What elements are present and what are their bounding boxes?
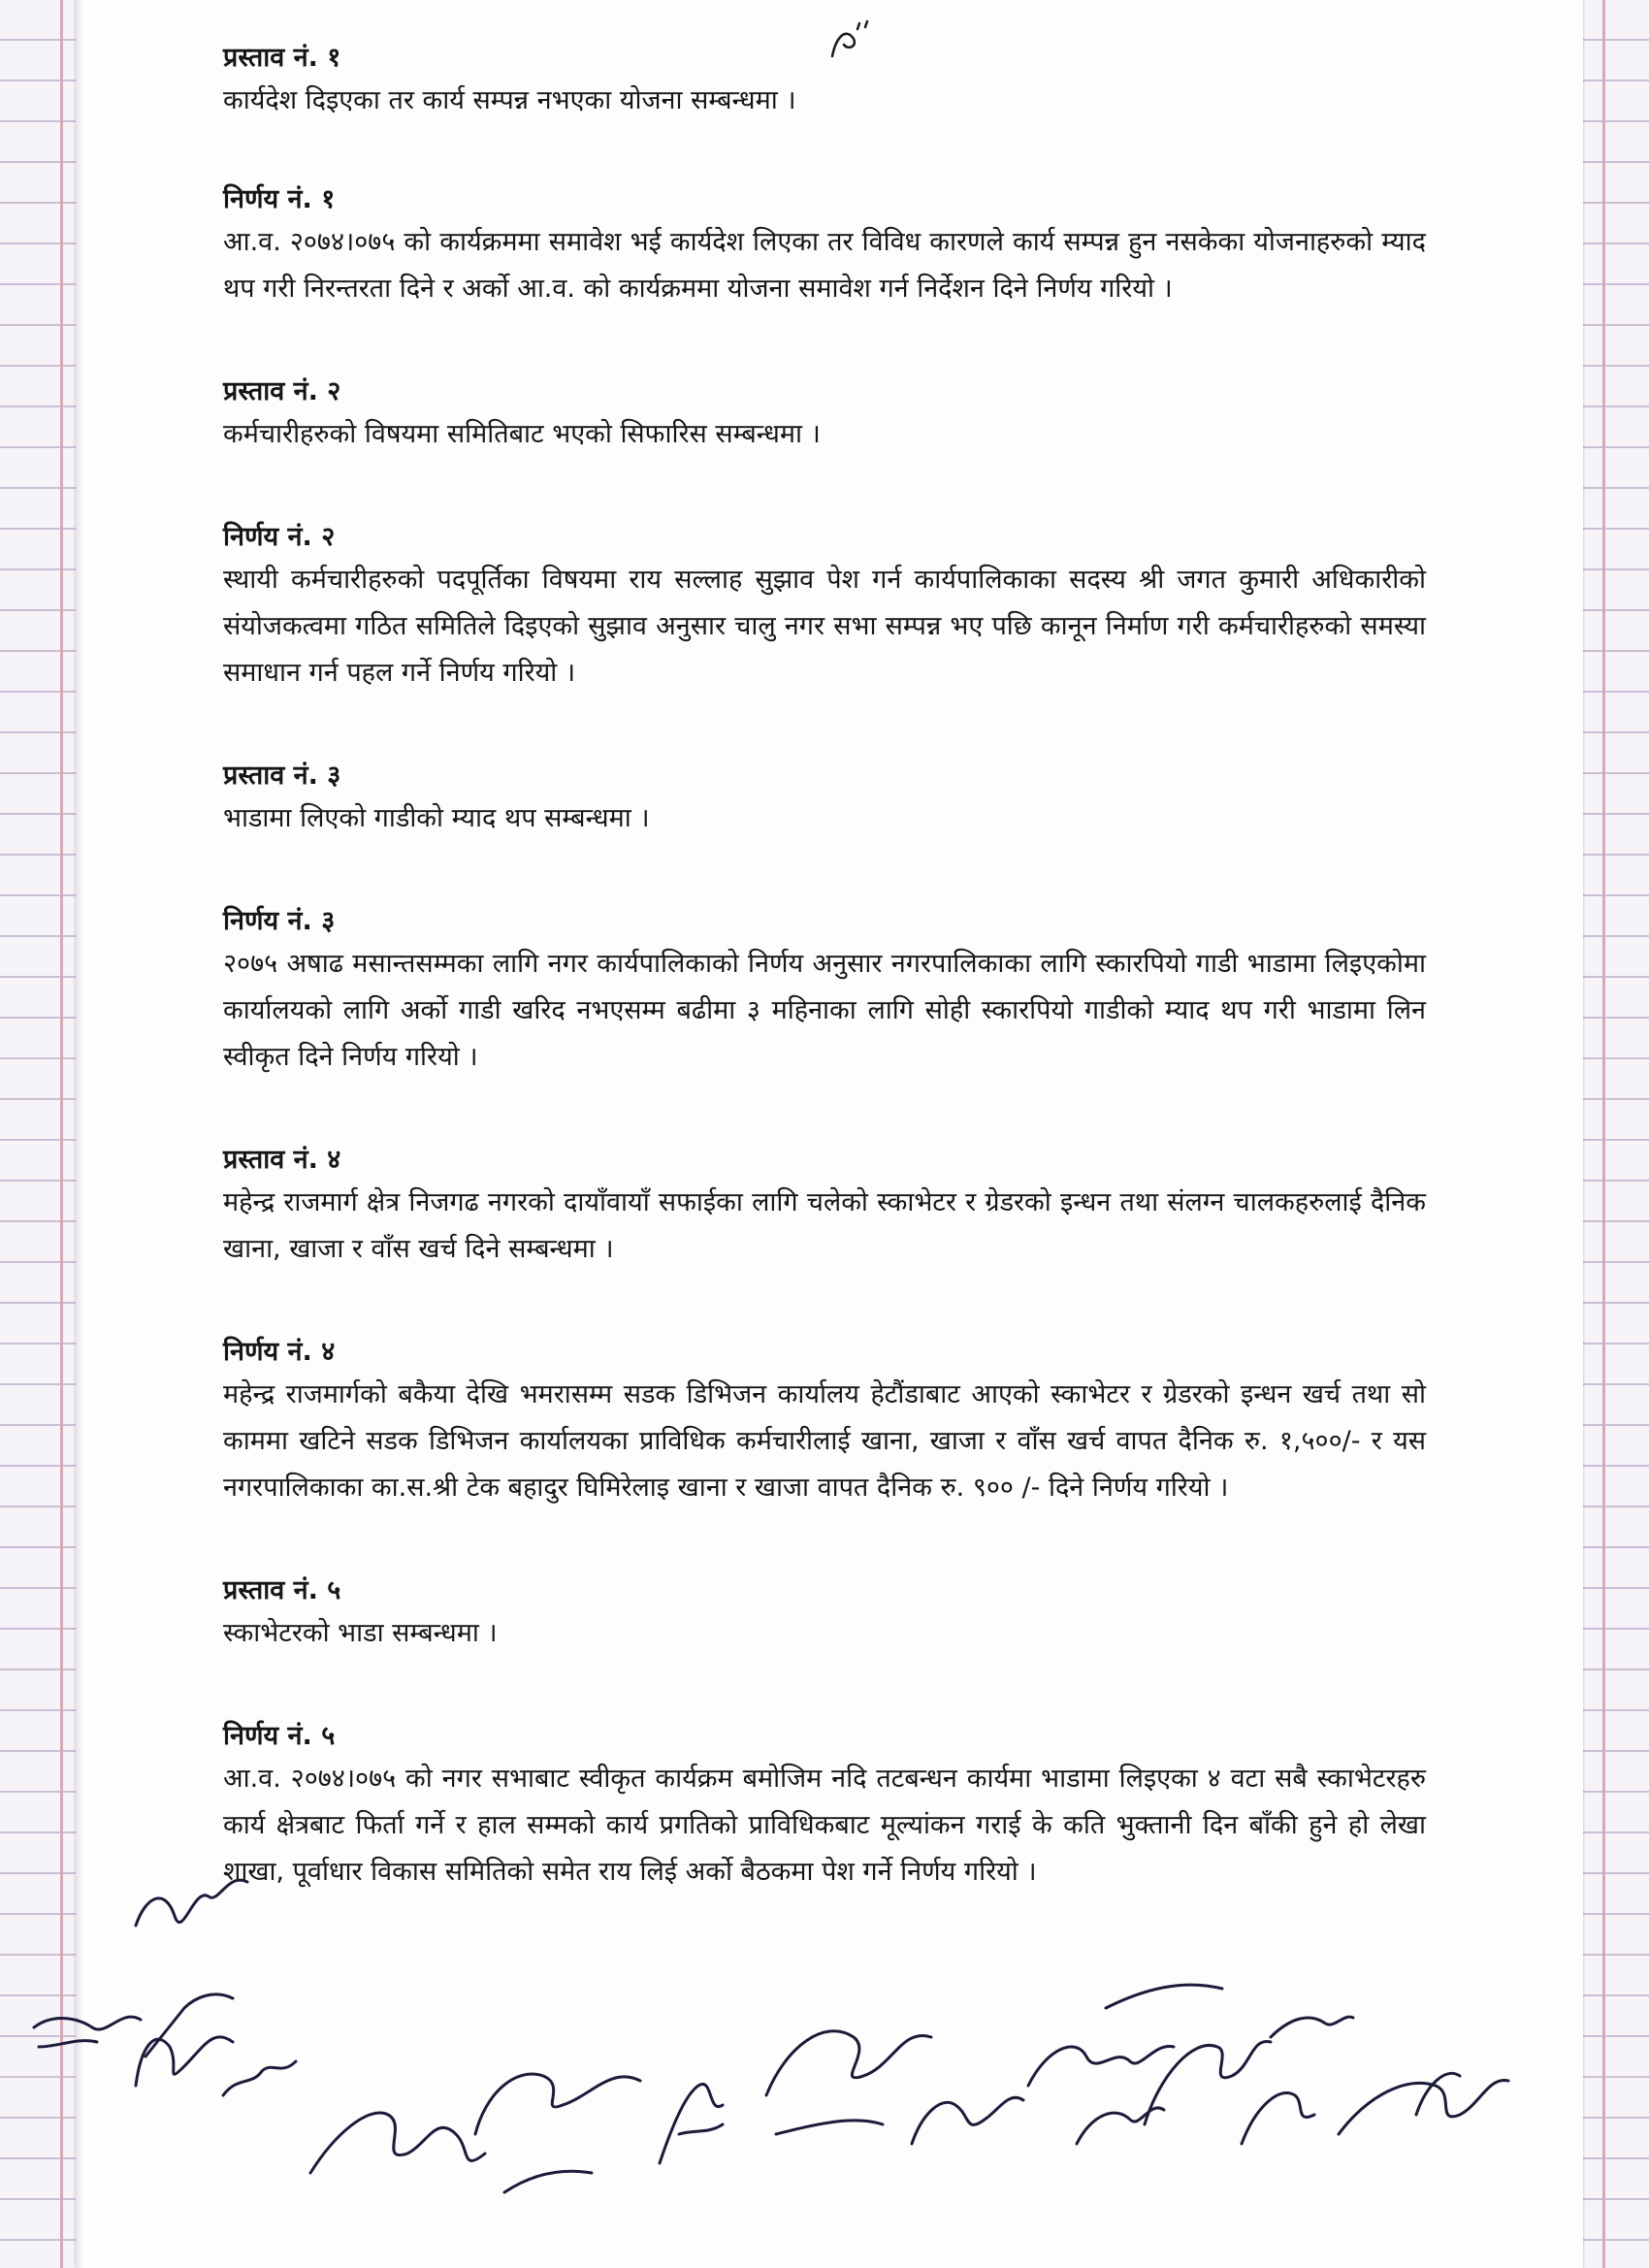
- decision-5: [223, 1717, 1426, 1895]
- decision-2-body: स्थायी कर्मचारीहरुको पदपूर्तिका विषयमा राय सल्लाह सुझाव पेश गर्न कार्यपालिकाका सदस्य श्री जगत कुमारी अधिकारीको संयोजकत्वमा गठित समितिले दिइएको सुझाव अनुसार चालु नगर सभा सम्पन्न भए पछि कानून निर्माण गरी कर्मचारीहरुको समस्या समाधान गर्न पहल गर्ने निर्णय गरियो ।: [223, 565, 1426, 688]
- decision-1: [223, 180, 1426, 312]
- decision-3-body: २०७५ अषाढ मसान्तसम्मका लागि नगर कार्यपालिकाको निर्णय अनुसार नगरपालिकाका लागि स्कारपियो गाडी भाडामा लिइएकोमा कार्यालयको लागि अर्को गाडी खरिद नभएसम्म बढीमा ३ महिनाका लागि सोही स्कारपियो गाडीको म्याद थप गरी भाडामा लिन स्वीकृत दिने निर्णय गरियो ।: [223, 949, 1426, 1072]
- decision-5-heading: निर्णय नं. ५: [223, 1721, 336, 1751]
- decision-4-heading: निर्णय नं. ४: [223, 1337, 336, 1367]
- proposal-3-heading: प्रस्ताव नं. ३: [223, 761, 341, 791]
- decision-1-heading: निर्णय नं. १: [223, 184, 336, 214]
- proposal-1-heading: प्रस्ताव नं. १: [223, 43, 341, 73]
- proposal-1-body: कार्यदेश दिइएका तर कार्य सम्पन्न नभएका योजना सम्बन्धमा ।: [223, 85, 796, 115]
- proposal-5-heading: प्रस्ताव नं. ५: [223, 1575, 341, 1605]
- decision-2-heading: निर्णय नं. २: [223, 522, 336, 552]
- decision-3-heading: निर्णय नं. ३: [223, 906, 336, 936]
- decision-5-body: आ.व. २०७४।०७५ को नगर सभाबाट स्वीकृत कार्यक्रम बमोजिम नदि तटबन्धन कार्यमा भाडामा लिइएका ४ वटा सबै स्काभेटरहरु कार्य क्षेत्रबाट फिर्ता गर्ने र हाल सम्मको कार्य प्रगतिको प्राविधिकबाट मूल्यांकन गराई के कति भुक्तानी दिन बाँकी हुने हो लेखा शाखा, पूर्वाधार विकास समितिको समेत राय लिई अर्को बैठकमा पेश गर्ने निर्णय गरियो ।: [223, 1764, 1426, 1887]
- proposal-5-body: स्काभेटरको भाडा सम्बन्धमा ।: [223, 1618, 498, 1648]
- sheet-edge: [76, 0, 83, 2268]
- proposal-2-heading: प्रस्ताव नं. २: [223, 376, 341, 406]
- ruled-paper-left: [0, 0, 76, 2268]
- margin-line-left: [60, 0, 63, 2268]
- proposal-4-heading: प्रस्ताव नं. ४: [223, 1145, 341, 1175]
- proposal-3-body: भाडामा लिएको गाडीको म्याद थप सम्बन्धमा ।: [223, 803, 650, 833]
- proposal-5: [223, 1571, 1426, 1657]
- proposal-2: [223, 373, 1426, 458]
- decision-4-body: महेन्द्र राजमार्गको बकैया देखि भमरासम्म सडक डिभिजन कार्यालय हेटौंडाबाट आएको स्काभेटर र ग्रेडरको इन्धन खर्च तथा सो काममा खटिने सडक डिभिजन कार्यालयका प्राविधिक कर्मचारीलाई खाना, खाजा र वाँस खर्च वापत दैनिक रु. १,५००/- र यस नगरपालिकाका का.स.श्री टेक बहादुर घिमिरेलाइ खाना र खाजा वापत दैनिक रु. ९०० /- दिने निर्णय गरियो ।: [223, 1379, 1426, 1503]
- proposal-4: [223, 1141, 1426, 1273]
- decision-4: [223, 1333, 1426, 1511]
- decision-2: [223, 518, 1426, 697]
- proposal-2-body: कर्मचारीहरुको विषयमा समितिबाट भएको सिफारिस सम्बन्धमा ।: [223, 419, 821, 449]
- minutes-content: [223, 39, 1426, 1895]
- proposal-4-body: महेन्द्र राजमार्ग क्षेत्र निजगढ नगरको दायाँवायाँ सफाईका लागि चलेको स्काभेटर र ग्रेडरको इन्धन तथा संलग्न चालकहरुलाई दैनिक खाना, खाजा र वाँस खर्च दिने सम्बन्धमा ।: [223, 1187, 1426, 1264]
- margin-line-right: [1602, 0, 1605, 2268]
- decision-1-body: आ.व. २०७४।०७५ को कार्यक्रममा समावेश भई कार्यदेश लिएका तर विविध कारणले कार्य सम्पन्न हुन नसकेका योजनाहरुको म्याद थप गरी निरन्तरता दिने र अर्को आ.व. को कार्यक्रममा योजना समावेश गर्न निर्देशन दिने निर्णय गरियो ।: [223, 227, 1426, 304]
- handwritten-mark: [824, 17, 883, 66]
- proposal-3: [223, 757, 1426, 842]
- ruled-paper-right: [1583, 0, 1649, 2268]
- decision-3: [223, 902, 1426, 1081]
